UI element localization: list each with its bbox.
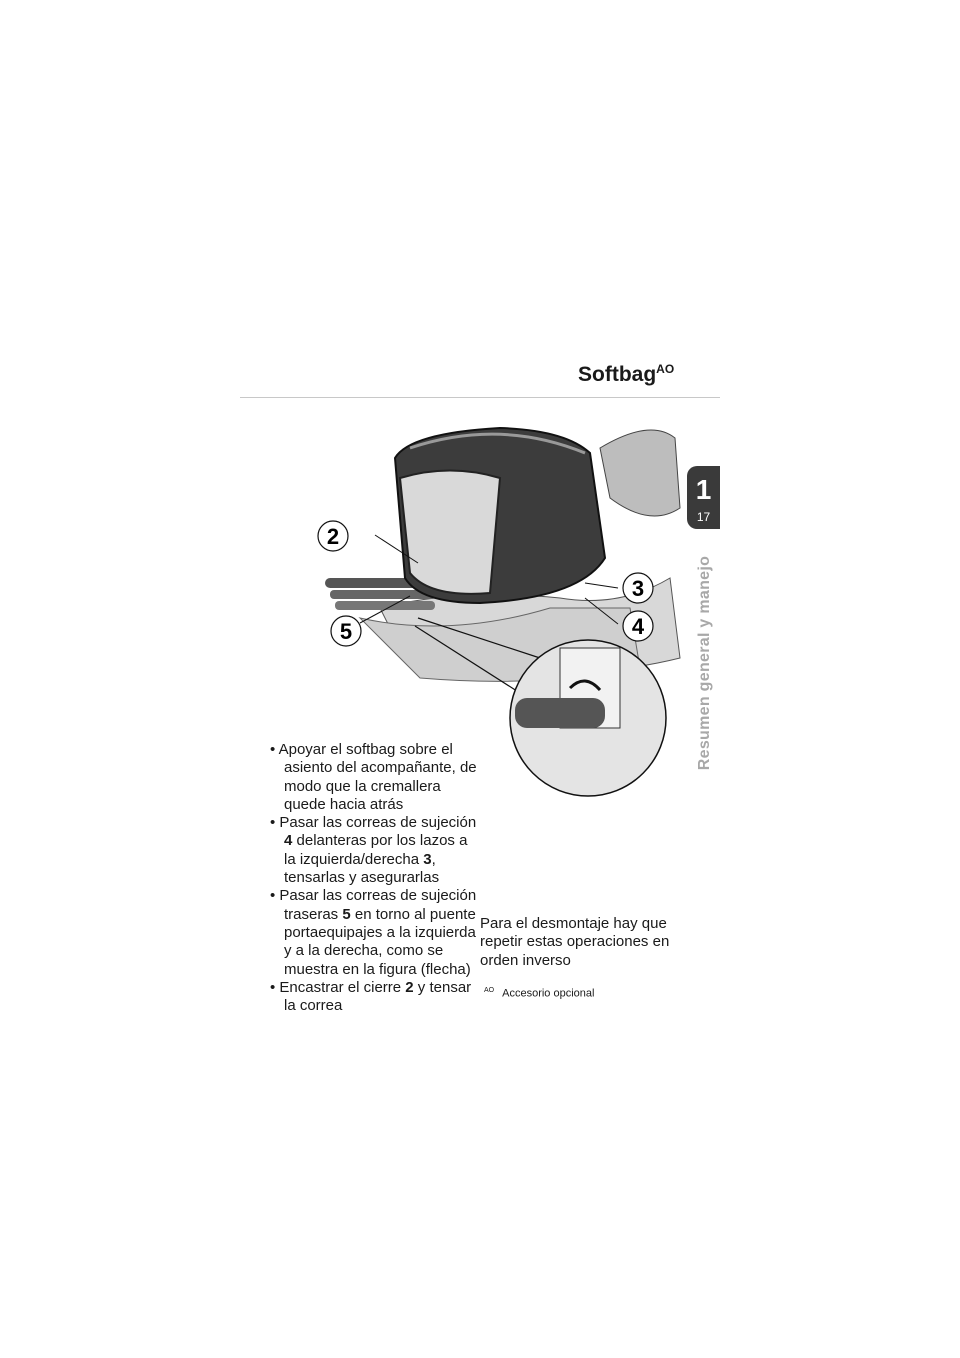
chapter-tab [687,466,720,529]
page-number: 17 [696,510,711,524]
list-item: • Pasar las correas de sujeción 4 delanteras por los lazos a la izquierda/derecha 3, tensarlas y asegurarlas [270,814,477,887]
side-label: Resumen general y manejo [696,555,713,771]
callout-5 [331,616,361,646]
title-divider [240,397,720,398]
list-item: • Pasar las correas de sujeción traseras 5 en torno al puente portaequipajes a la izquierda y a la derecha, como se muestra en la figura (flecha) [270,887,477,978]
callout-4 [623,611,653,641]
softbag [395,428,605,603]
page-title: Softbag$^{AO}$ [578,362,675,386]
svg-text:5: 5 [339,619,353,644]
instruction-list [270,741,480,1015]
list-item: • Apoyar el softbag sobre el asiento del acompañante, de modo que la cremallera quede hacia atrás [270,741,477,813]
footnote: $^{AO}$ Accesorio opcional [484,987,595,1000]
callout-3 [623,573,653,603]
svg-text:2: 2 [326,524,340,549]
svg-text:4: 4 [631,614,645,639]
callout-2 [318,521,348,551]
removal-note: Para el desmontaje hay que repetir estas operaciones en orden inverso [480,915,670,969]
softbag-illustration [300,408,690,798]
chapter-number: 1 [695,474,712,505]
list-item: • Encastrar el cierre 2 y tensar la correa [270,978,472,1015]
svg-text:3: 3 [631,576,645,601]
